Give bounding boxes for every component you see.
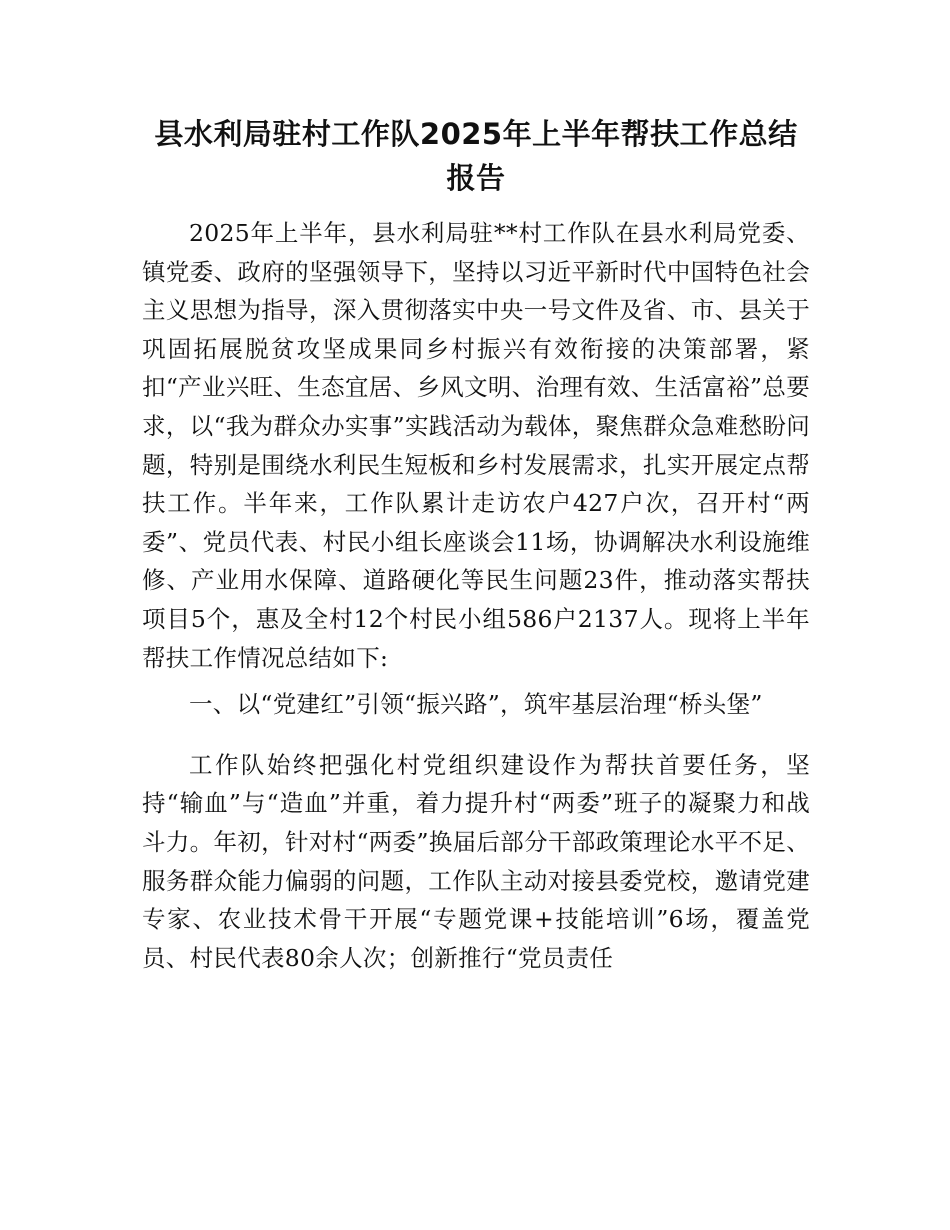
document-title: 县水利局驻村工作队2025年上半年帮扶工作总结报告 [154, 117, 798, 195]
section-1-heading: 一、以“党建红”引领“振兴路”，筑牢基层治理“桥头堡” [189, 690, 763, 719]
document-page [142, 112, 810, 977]
section-1-paragraph: 工作队始终把强化村党组织建设作为帮扶首要任务，坚持“输血”与“造血”并重，着力提升村“两委”班子的凝聚力和战斗力。年初，针对村“两委”换届后部分干部政策理论水平不足、服务群众能力偏弱的问题，工作队主动对接县委党校，邀请党建专家、农业技术骨干开展“专题党课+技能培训”6场，覆盖党员、村民代表80余人次；创新推行“党员责任 [142, 750, 810, 972]
intro-paragraph: 2025年上半年，县水利局驻**村工作队在县水利局党委、镇党委、政府的坚强领导下，坚持以习近平新时代中国特色社会主义思想为指导，深入贯彻落实中央一号文件及省、市、县关于巩固拓展脱贫攻坚成果同乡村振兴有效衔接的决策部署，紧扣“产业兴旺、生态宜居、乡风文明、治理有效、生活富裕”总要求，以“我为群众办实事”实践活动为载体，聚焦群众急难愁盼问题，特别是围绕水利民生短板和乡村发展需求，扎实开展定点帮扶工作。半年来，工作队累计走访农户427户次，召开村“两委”、党员代表、村民小组长座谈会11场，协调解决水利设施维修、产业用水保障、道路硬化等民生问题23件，推动落实帮扶项目5个，惠及全村12个村民小组586户2137人。现将上半年帮扶工作情况总结如下: [142, 219, 810, 672]
